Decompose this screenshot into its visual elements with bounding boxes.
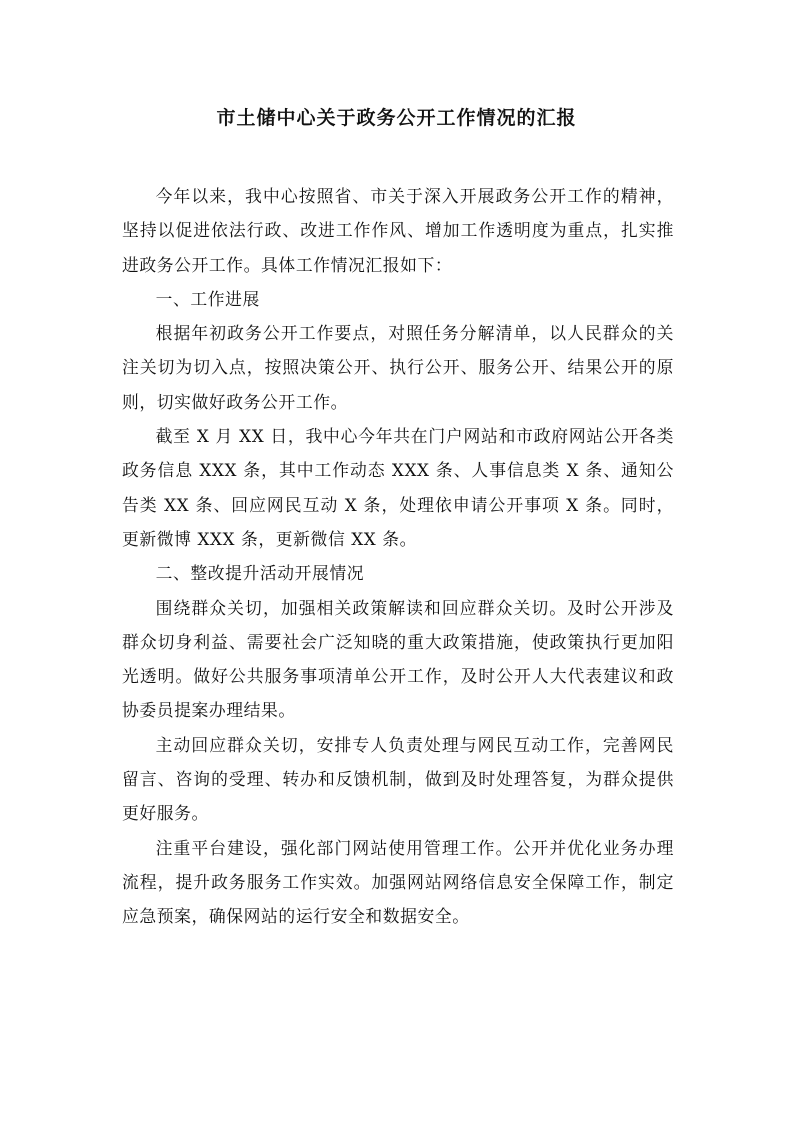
section-heading-progress: 一、工作进展 [155, 288, 260, 309]
rectification-paragraph-3: 注重平台建设，强化部门网站使用管理工作。公开并优化业务办理流程，提升政务服务工作实效。加强网站网络信息安全保障工作，制定应急预案，确保网站的运行安全和数据安全。 [122, 837, 674, 927]
intro-paragraph: 今年以来，我中心按照省、市关于深入开展政务公开工作的精神，坚持以促进依法行政、改进工作作风、增加工作透明度为重点，扎实推进政务公开工作。具体工作情况汇报如下： [122, 186, 674, 275]
rectification-paragraph-1: 围绕群众关切，加强相关政策解读和回应群众关切。及时公开涉及群众切身利益、需要社会广泛知晓的重大政策措施，使政策执行更加阳光透明。做好公共服务事项清单公开工作，及时公开人大代表建议和政协委员提案办理结果。 [122, 597, 674, 721]
document-title: 市土储中心关于政务公开工作情况的汇报 [216, 107, 577, 129]
progress-paragraph-1: 根据年初政务公开工作要点，对照任务分解清单，以人民群众的关注关切为切入点，按照决策公开、执行公开、服务公开、结果公开的原则，切实做好政务公开工作。 [122, 323, 674, 412]
document-body [122, 179, 674, 934]
section-heading-rectification: 二、整改提升活动开展情况 [155, 563, 365, 584]
rectification-paragraph-2: 主动回应群众关切，安排专人负责处理与网民互动工作，完善网民留言、咨询的受理、转办和反馈机制，做到及时处理答复，为群众提供更好服务。 [122, 734, 674, 824]
progress-paragraph-2: 截至 X 月 XX 日，我中心今年共在门户网站和市政府网站公开各类政务信息 XXX 条，其中工作动态 XXX 条、人事信息类 X 条、通知公告类 XX 条、回应网民互动 X 条，处理依申请公开事项 X 条。同时，更新微博 XXX 条，更新微信 XX 条。 [122, 426, 674, 549]
